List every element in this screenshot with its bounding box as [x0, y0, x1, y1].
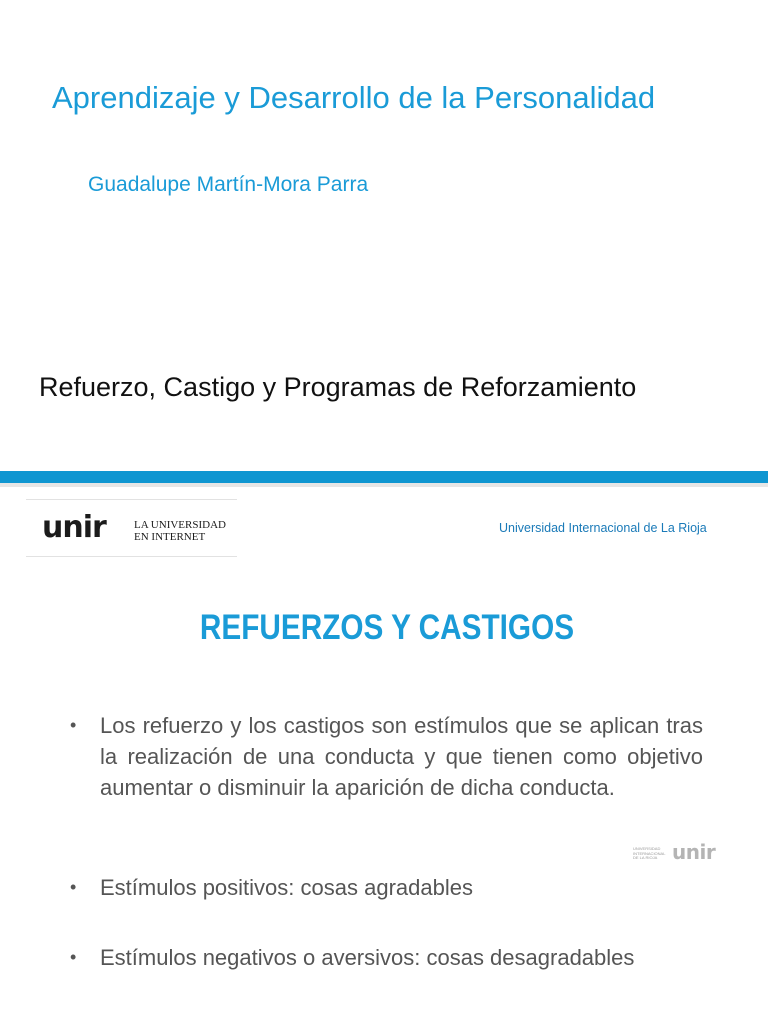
author-name: Guadalupe Martín-Mora Parra: [88, 173, 369, 196]
bullet-item: [70, 872, 703, 903]
bullet-text: Estímulos negativos o aversivos: cosas desagradables: [100, 945, 635, 970]
topic-title: Refuerzo, Castigo y Programas de Reforzamiento: [39, 372, 637, 402]
bullet-dot: •: [70, 715, 77, 735]
university-name: Universidad Internacional de La Rioja: [499, 521, 707, 535]
bullet-dot: •: [70, 947, 77, 967]
bullet-item: [70, 942, 703, 973]
bullet-dot: •: [70, 877, 77, 897]
bullet-text: Los refuerzo y los castigos son estímulos que se aplican tras la realización de una conducta y que tienen como objetivo aumentar o disminuir la aparición de dicha conducta.: [100, 713, 703, 800]
bullet-item: [70, 710, 703, 803]
tagline-line-2: EN INTERNET: [134, 531, 206, 543]
bullet-text: Estímulos positivos: cosas agradables: [100, 875, 473, 900]
tagline-line-1: LA UNIVERSIDAD: [134, 519, 226, 531]
unir-logo-word: unir: [42, 510, 106, 545]
title-slide: [0, 0, 768, 470]
watermark-small-text: UNIVERSIDAD INTERNACIONAL DE LA RIOJA: [633, 846, 666, 860]
slide-divider: [0, 471, 768, 483]
section-title: REFUERZOS Y CASTIGOS: [199, 608, 575, 647]
watermark-logo-word: unir: [672, 840, 716, 864]
unir-logo: [26, 499, 237, 557]
slide-gap: [0, 483, 768, 487]
unir-watermark: [630, 840, 728, 868]
unir-logo-tagline: [134, 519, 226, 543]
course-title: Aprendizaje y Desarrollo de la Personalidad: [52, 80, 656, 115]
